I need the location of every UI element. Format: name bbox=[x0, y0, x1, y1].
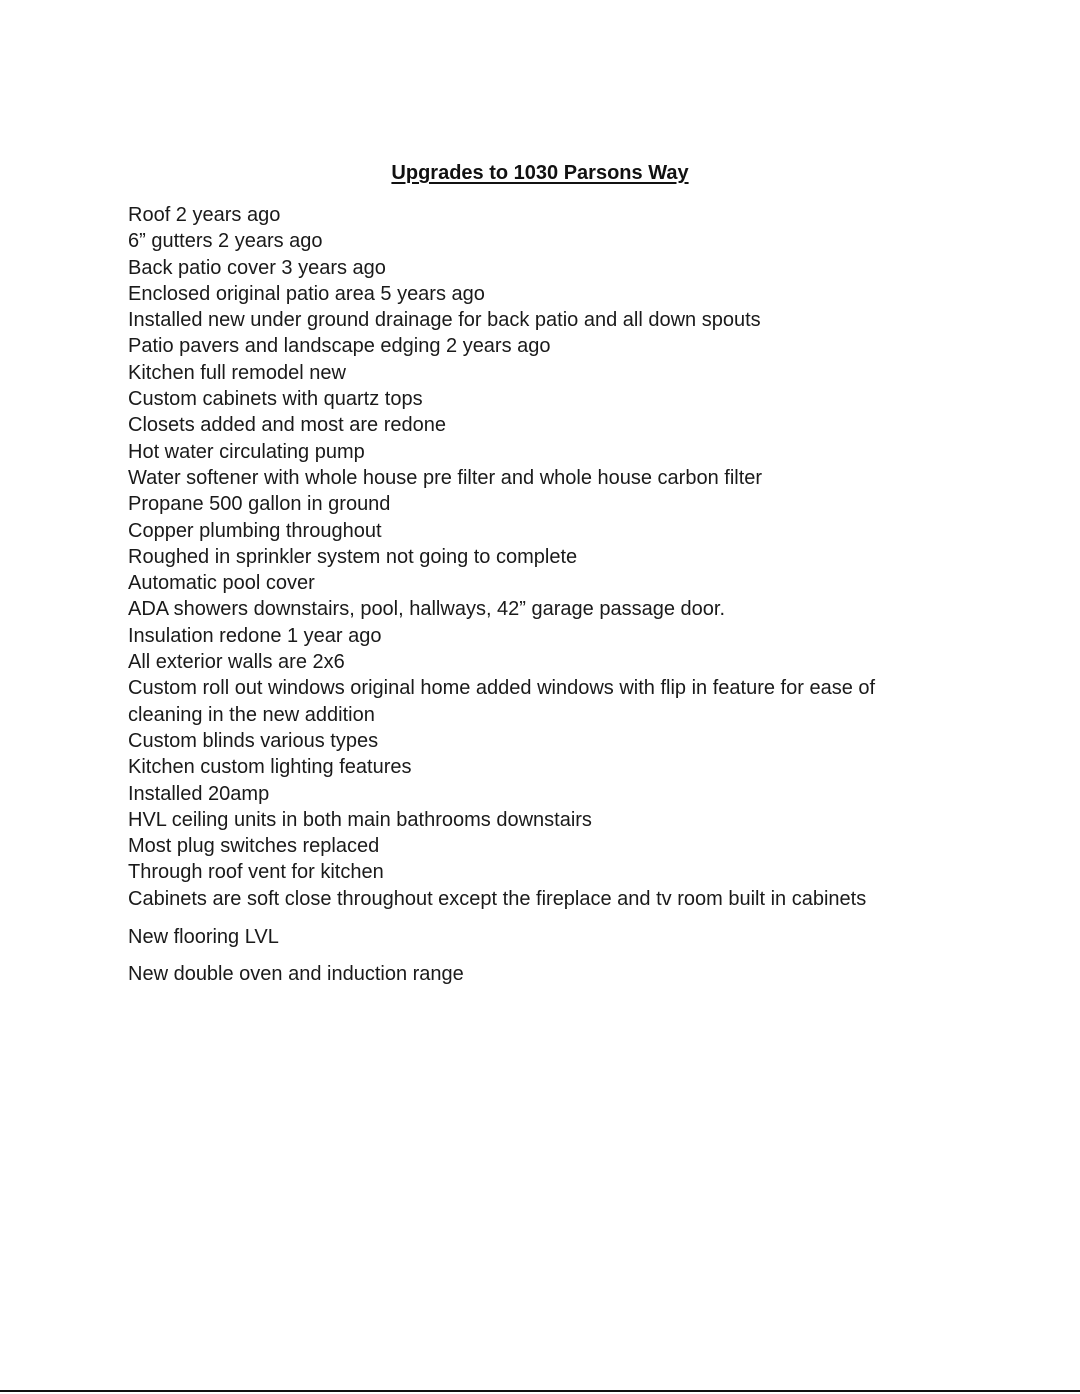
list-item: Kitchen full remodel new bbox=[128, 361, 346, 384]
list-item: Custom blinds various types bbox=[128, 729, 379, 752]
document-title: Upgrades to 1030 Parsons Way bbox=[391, 162, 689, 184]
list-item: Installed new under ground drainage for back patio and all down spouts bbox=[128, 309, 761, 332]
list-item: Insulation redone 1 year ago bbox=[128, 624, 382, 647]
list-item: Enclosed original patio area 5 years ago bbox=[128, 282, 485, 305]
list-item: Hot water circulating pump bbox=[128, 440, 365, 463]
list-item: Roof 2 years ago bbox=[128, 204, 281, 226]
list-item: Copper plumbing throughout bbox=[128, 519, 382, 542]
list-item: Custom roll out windows original home added windows with flip in feature for ease of cleaning in the new addition bbox=[128, 677, 876, 726]
page-bottom-border bbox=[0, 1390, 1080, 1392]
list-item: Installed 20amp bbox=[128, 782, 270, 805]
list-item: Kitchen custom lighting features bbox=[128, 756, 412, 779]
upgrades-list bbox=[128, 202, 968, 912]
list-item: Roughed in sprinkler system not going to complete bbox=[128, 545, 578, 568]
list-item: Patio pavers and landscape edging 2 years ago bbox=[128, 335, 551, 358]
list-item: Custom cabinets with quartz tops bbox=[128, 388, 423, 411]
extra-item-oven: New double oven and induction range bbox=[128, 963, 464, 985]
list-item: HVL ceiling units in both main bathrooms downstairs bbox=[128, 808, 592, 831]
list-item: Propane 500 gallon in ground bbox=[128, 493, 391, 516]
list-item: All exterior walls are 2x6 bbox=[128, 651, 345, 674]
list-item: Water softener with whole house pre filter and whole house carbon filter bbox=[128, 466, 763, 489]
list-item: Cabinets are soft close throughout except the fireplace and tv room built in cabinets bbox=[128, 887, 867, 910]
list-item: 6” gutters 2 years ago bbox=[128, 230, 323, 253]
list-item: Closets added and most are redone bbox=[128, 414, 446, 437]
list-item: Back patio cover 3 years ago bbox=[128, 256, 386, 279]
list-item: Automatic pool cover bbox=[128, 572, 315, 595]
list-item: ADA showers downstairs, pool, hallways, 42” garage passage door. bbox=[128, 598, 726, 621]
list-item: Through roof vent for kitchen bbox=[128, 861, 384, 884]
list-item: Most plug switches replaced bbox=[128, 835, 380, 858]
extra-item-flooring: New flooring LVL bbox=[128, 926, 279, 948]
